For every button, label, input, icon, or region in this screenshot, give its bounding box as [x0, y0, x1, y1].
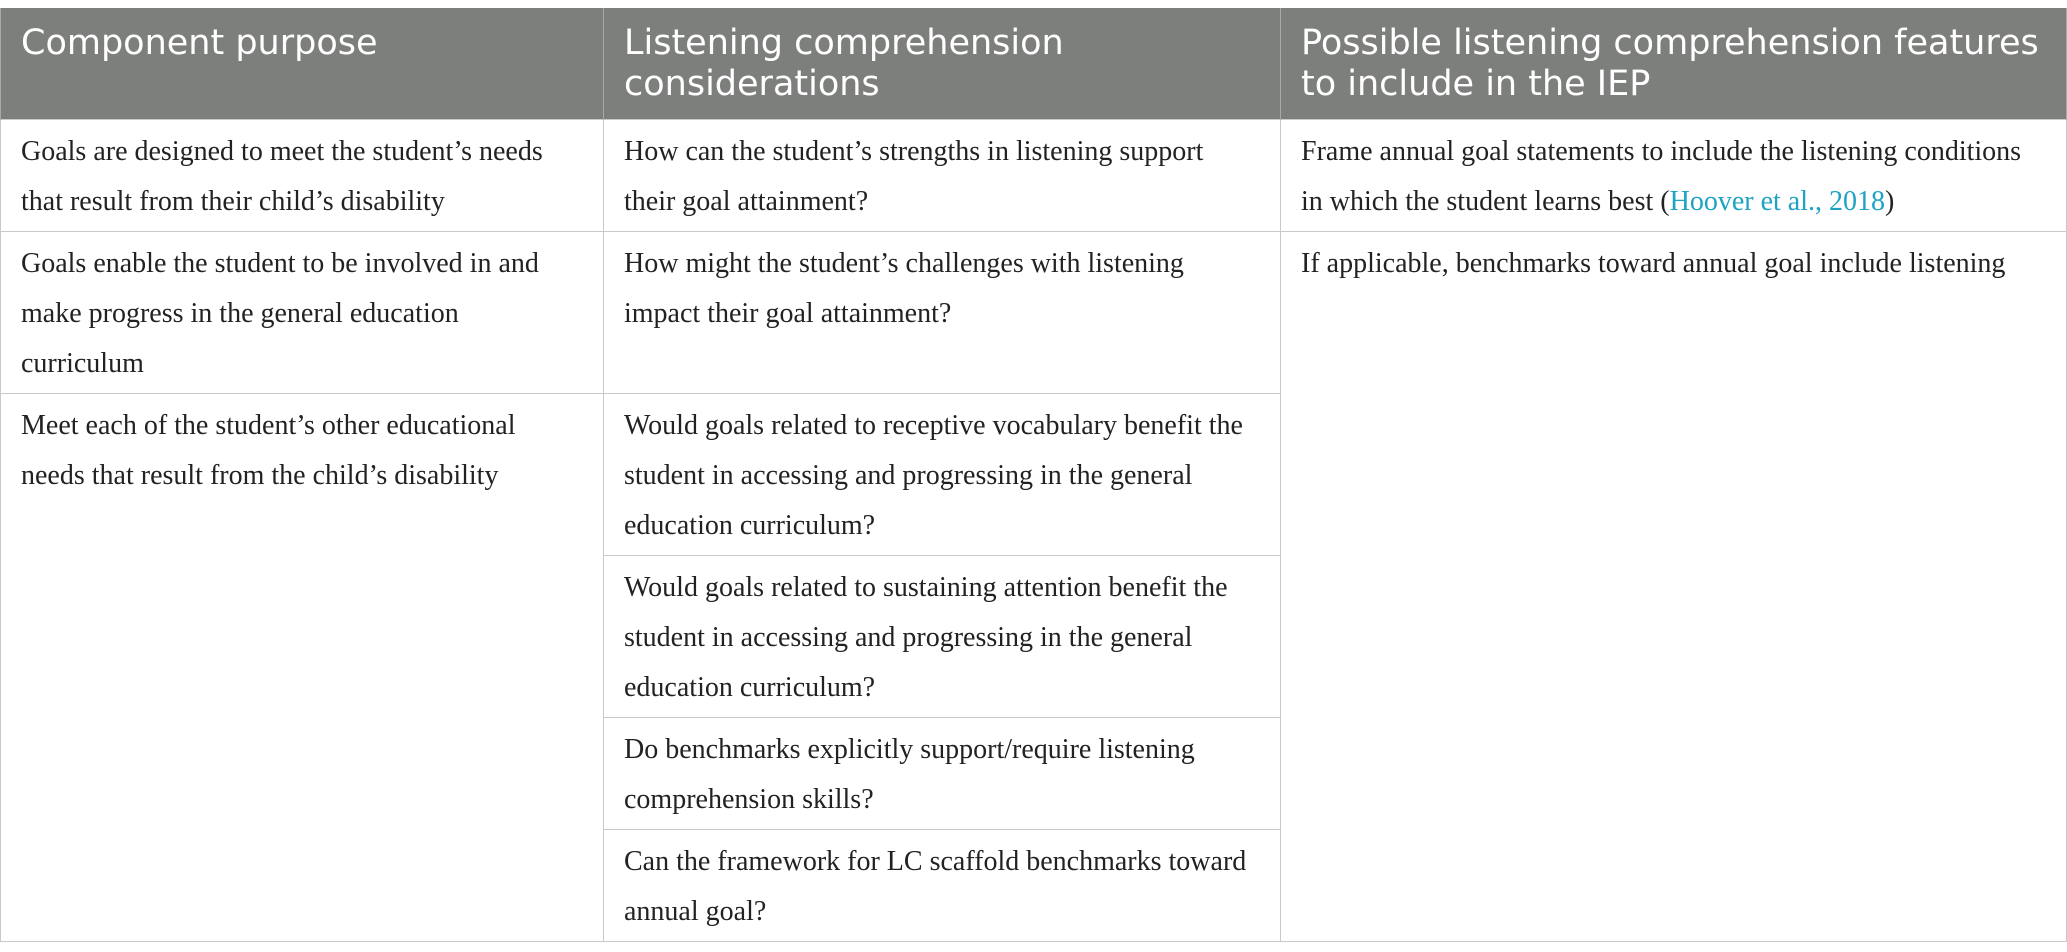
- table-row: [1, 232, 2067, 394]
- table-cell: How can the student’s strengths in listening support their goal attainment?: [604, 120, 1281, 232]
- table-cell: Do benchmarks explicitly support/require listening comprehension skills?: [604, 718, 1281, 830]
- table-cell: If applicable, benchmarks toward annual goal include listening: [1281, 232, 2067, 942]
- header-component-purpose: Component purpose: [1, 8, 604, 120]
- table-cell: Goals enable the student to be involved in and make progress in the general education curriculum: [1, 232, 604, 394]
- header-lc-considerations: Listening comprehension considerations: [604, 8, 1281, 120]
- table-cell: [1281, 120, 2067, 232]
- citation-link[interactable]: Hoover et al., 2018: [1669, 186, 1885, 217]
- table-cell: Can the framework for LC scaffold benchmarks toward annual goal?: [604, 830, 1281, 942]
- iep-listening-table: [0, 8, 2067, 942]
- table-cell: Would goals related to sustaining attention benefit the student in accessing and progressing in the general education curriculum?: [604, 556, 1281, 718]
- cell-text: Frame annual goal statements to include the listening conditions in which the student learns best (: [1301, 136, 2022, 217]
- table-row: [1, 120, 2067, 232]
- table-cell: Meet each of the student’s other educational needs that result from the child’s disability: [1, 394, 604, 942]
- cell-text: ): [1884, 186, 1895, 217]
- header-lc-features: Possible listening comprehension features to include in the IEP: [1281, 8, 2067, 120]
- table-cell: Would goals related to receptive vocabulary benefit the student in accessing and progressing in the general education curriculum?: [604, 394, 1281, 556]
- header-row: [1, 8, 2067, 120]
- table-cell: How might the student’s challenges with listening impact their goal attainment?: [604, 232, 1281, 394]
- table-cell: Goals are designed to meet the student’s needs that result from their child’s disability: [1, 120, 604, 232]
